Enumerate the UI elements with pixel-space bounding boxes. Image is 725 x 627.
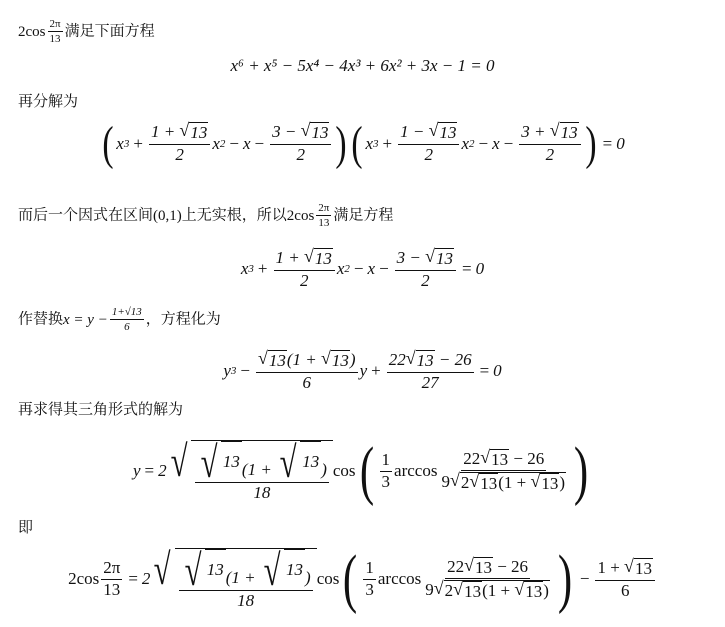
conclusion-line: 即 — [18, 518, 34, 536]
substitution-line: 作替换 x = y − $\frac{1+√13}{6}$ ，方程化为 — [18, 306, 221, 334]
equation-3: x 3 + 1 + √ 13 2 x 2 − x − 3 − √ 13 2 = 0 — [240, 246, 485, 290]
equation-1: x⁶ + x⁵ − 5x⁴ − 4x³ + 6x² + 3x − 1 = 0 — [230, 56, 495, 75]
fraction: $\frac{2\pi}{13}$ — [49, 18, 61, 46]
equation-2: ( x 3 + 1 + √ 13 2 x 2 − x − 3 − √ 13 2 ) ( x 3 + 1 − √ 13 2 x 2 − x − 3 + √ 13 2 ) = 0 — [102, 117, 625, 170]
equation-4: y 3 − √ 13 (1 + √ 13 ) 6 y + 22 √ 13 − 26 27 = 0 — [223, 348, 502, 392]
cos-prefix: 2cos — [18, 23, 46, 40]
equation-5: y = 2 √ √ 13 (1 + √ 13 ) 18 cos ( $\frac{1}{3}$ arccos 22 √ 13 − 26 9 √ 2 √ 13 (1 + √ 13 ) ) — [132, 434, 589, 508]
intro-text: 满足下面方程 — [64, 21, 155, 40]
intro-line — [18, 18, 155, 45]
factor-line: 再分解为 — [18, 92, 79, 110]
trig-line: 再求得其三角形式的解为 — [18, 400, 184, 418]
root-interval-line: 而后一个因式在区间(0,1)上无实根，所以 2cos $\frac{2\pi}{13}$ 满足方程 — [18, 202, 394, 230]
equation-6: 2cos $\frac{2\pi}{13}$ = 2 √ √ 13 (1 + √ 13 ) 18 cos ( $\frac{1}{3}$ arccos 22 √ 13 − 26 9 √ 2 √ 13 (1 + √ 13 ) ) − 1 + √ 13 6 — [0, 548, 725, 610]
